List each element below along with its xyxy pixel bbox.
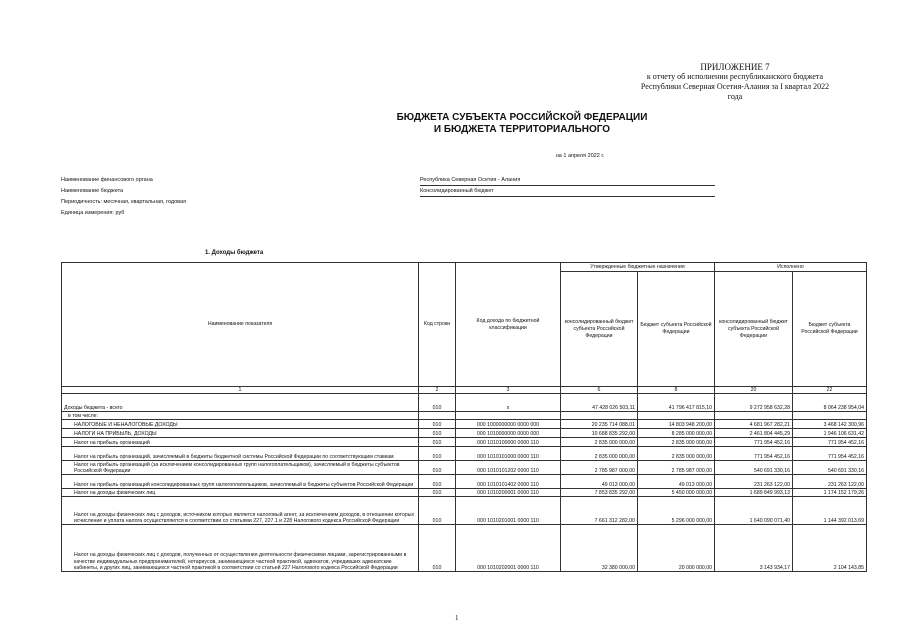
row-code: 010 <box>419 489 456 497</box>
report-date: на 1 апреля 2022 г. <box>555 153 605 159</box>
row-approved-cons: 2 835 000 000,00 <box>561 438 638 447</box>
meta-label: Наименование бюджета <box>61 188 124 194</box>
row-approved-cons: 7 661 312 282,00 <box>561 497 638 525</box>
row-approved-subj: 8 285 000 000,00 <box>638 429 715 438</box>
row-kbk: 000 1010201001 0000 110 <box>456 497 561 525</box>
row-executed-cons: 771 954 452,16 <box>715 438 793 447</box>
row-approved-cons: 32 380 000,00 <box>561 525 638 572</box>
row-name: НАЛОГОВЫЕ И НЕНАЛОГОВЫЕ ДОХОДЫ <box>62 420 419 429</box>
row-approved-subj: 49 013 000,00 <box>638 475 715 489</box>
column-index-row <box>62 387 867 394</box>
table-row <box>62 447 867 461</box>
table-row <box>62 420 867 429</box>
row-approved-cons: 2 785 987 000,00 <box>561 461 638 475</box>
row-code: 010 <box>419 447 456 461</box>
row-kbk: 000 1010100000 0000 110 <box>456 438 561 447</box>
header-approved-subj: Бюджет субъекта Российской Федерации <box>638 272 715 387</box>
meta-label: Единица измерения: руб <box>61 210 125 216</box>
row-approved-subj: 20 000 000,00 <box>638 525 715 572</box>
row-name: в том числе: <box>62 412 419 420</box>
row-code: 010 <box>419 420 456 429</box>
table-row <box>62 412 867 420</box>
page-number: 1 <box>455 614 459 622</box>
row-executed-cons: 1 689 849 993,13 <box>715 489 793 497</box>
row-approved-subj: 5 296 000 000,00 <box>638 497 715 525</box>
row-approved-cons: 10 688 835 292,00 <box>561 429 638 438</box>
row-executed-subj: 1 144 392 013,69 <box>793 497 867 525</box>
appendix-title: ПРИЛОЖЕНИЕ 7 <box>700 62 770 72</box>
meta-value-finance-organ: Республика Северная Осетия - Алания <box>420 175 715 186</box>
header-executed-cons: консолидированный бюджет субъекта Российской Федерации <box>715 272 793 387</box>
row-approved-cons: 49 013 000,00 <box>561 475 638 489</box>
row-approved-cons <box>561 412 638 420</box>
row-code: 010 <box>419 525 456 572</box>
table-row <box>62 438 867 447</box>
column-index: 22 <box>793 387 867 394</box>
column-index: 8 <box>638 387 715 394</box>
appendix-line-1: к отчету об исполнении республиканского бюджета <box>646 72 824 81</box>
row-kbk: 000 1010101000 0000 110 <box>456 447 561 461</box>
table-row <box>62 497 867 525</box>
row-name: Доходы бюджета - всего <box>62 394 419 412</box>
row-code: 010 <box>419 461 456 475</box>
row-executed-subj: 1 174 152 179,26 <box>793 489 867 497</box>
appendix-line-2: Республики Северная Осетия-Алания за I квартал 2022 <box>640 82 830 91</box>
row-approved-cons: 20 235 714 088,01 <box>561 420 638 429</box>
row-executed-cons: 4 681 967 282,21 <box>715 420 793 429</box>
row-executed-subj <box>793 412 867 420</box>
row-code: 010 <box>419 394 456 412</box>
meta-label: Наименование финансового органа <box>61 177 153 183</box>
row-code: 010 <box>419 438 456 447</box>
row-approved-subj: 5 450 000 000,00 <box>638 489 715 497</box>
header-name: Наименование показателя <box>62 263 419 387</box>
row-name: НАЛОГИ НА ПРИБЫЛЬ, ДОХОДЫ <box>62 429 419 438</box>
header-approved-cons: консолидированный бюджет субъекта Российской Федерации <box>561 272 638 387</box>
row-approved-subj: 2 785 987 000,00 <box>638 461 715 475</box>
appendix-line-3: года <box>727 92 743 101</box>
table-row <box>62 461 867 475</box>
row-code: 010 <box>419 475 456 489</box>
row-kbk <box>456 412 561 420</box>
row-approved-subj: 14 803 948 200,00 <box>638 420 715 429</box>
row-kbk: 000 1010000000 0000 000 <box>456 429 561 438</box>
header-approved: Утвержденные бюджетные назначения <box>561 263 715 272</box>
column-index: 2 <box>419 387 456 394</box>
row-executed-subj: 8 064 238 954,04 <box>793 394 867 412</box>
row-name: Налог на прибыль организаций консолидированных групп налогоплательщиков, зачисляемый в бюджеты субъектов Российской Федерации <box>62 475 419 489</box>
row-approved-subj <box>638 412 715 420</box>
header-executed-subj: Бюджет субъекта Российской Федерации <box>793 272 867 387</box>
row-kbk: 000 1010200001 0000 110 <box>456 489 561 497</box>
row-name: Налог на доходы физических лиц с доходов, полученных от осуществления деятельности физическими лицами, зарегистрированными в качестве индивидуальных предпринимателей, нотариусов, занимающихся частной практикой, адвокатов, учредивших адвокатские кабинеты, и других лиц, занимающихся частной практикой в соответствии со статьей 227 Налогового кодекса Российской Федерации <box>62 525 419 572</box>
row-kbk: 000 1010101402 0000 110 <box>456 475 561 489</box>
section-title: 1. Доходы бюджета <box>205 250 264 256</box>
row-kbk: 000 1000000000 0000 000 <box>456 420 561 429</box>
table-body <box>62 394 867 572</box>
row-executed-subj: 3 468 142 300,96 <box>793 420 867 429</box>
row-executed-subj: 231 263 122,00 <box>793 475 867 489</box>
revenue-table <box>61 262 867 572</box>
table-row <box>62 489 867 497</box>
table-row <box>62 525 867 572</box>
row-name: Налог на прибыль организаций (за исключением консолидированных групп налогоплательщиков), зачисляемый в бюджеты субъектов Российской Федерации <box>62 461 419 475</box>
row-executed-cons: 771 954 452,16 <box>715 447 793 461</box>
row-executed-subj: 771 954 452,16 <box>793 447 867 461</box>
row-executed-cons <box>715 412 793 420</box>
row-executed-cons: 9 272 958 632,28 <box>715 394 793 412</box>
column-index: 6 <box>561 387 638 394</box>
table-row <box>62 475 867 489</box>
table-row <box>62 429 867 438</box>
header-executed: Исполнено <box>715 263 867 272</box>
row-kbk: 000 1010101202 0000 110 <box>456 461 561 475</box>
column-index: 3 <box>456 387 561 394</box>
column-index: 1 <box>62 387 419 394</box>
row-executed-subj: 540 691 330,16 <box>793 461 867 475</box>
row-code <box>419 412 456 420</box>
row-approved-cons: 7 853 835 292,00 <box>561 489 638 497</box>
row-code: 010 <box>419 497 456 525</box>
report-title <box>382 112 662 136</box>
row-executed-subj: 771 954 452,16 <box>793 438 867 447</box>
row-executed-cons: 540 691 330,16 <box>715 461 793 475</box>
row-executed-cons: 3 143 934,17 <box>715 525 793 572</box>
row-approved-cons: 47 428 026 503,11 <box>561 394 638 412</box>
header-kbk: Код дохода по бюджетной классификации <box>456 263 561 387</box>
row-approved-subj: 2 835 000 000,00 <box>638 438 715 447</box>
meta-label: Периодичность: месячная, квартальная, годовая <box>61 199 187 205</box>
row-executed-subj: 1 946 106 631,42 <box>793 429 867 438</box>
row-name: Налог на прибыль организаций <box>62 438 419 447</box>
table-row <box>62 394 867 412</box>
appendix-header <box>605 62 865 102</box>
row-kbk: 000 1010202001 0000 110 <box>456 525 561 572</box>
row-approved-subj: 2 835 000 000,00 <box>638 447 715 461</box>
row-executed-cons: 1 640 090 071,40 <box>715 497 793 525</box>
row-approved-subj: 41 796 417 815,10 <box>638 394 715 412</box>
row-approved-cons: 2 835 000 000,00 <box>561 447 638 461</box>
row-code: 010 <box>419 429 456 438</box>
header-code: Код строки <box>419 263 456 387</box>
row-executed-cons: 231 263 122,00 <box>715 475 793 489</box>
meta-labels <box>61 175 186 219</box>
row-name: Налог на доходы физических лиц с доходов, источником которых является налоговый агент, за исключением доходов, в отношении которых исчисление и уплата налога осуществляются в соответствии со статьями 227, 227.1 и 228 Налогового кодекса Российской Федерации <box>62 497 419 525</box>
row-kbk: x <box>456 394 561 412</box>
row-executed-subj: 2 104 143,85 <box>793 525 867 572</box>
row-name: Налог на прибыль организаций, зачисляемый в бюджеты бюджетной системы Российской Федерации по соответствующим ставкам <box>62 447 419 461</box>
meta-values <box>420 175 715 197</box>
row-name: Налог на доходы физических лиц <box>62 489 419 497</box>
report-title-line-2: И БЮДЖЕТА ТЕРРИТОРИАЛЬНОГО <box>433 124 611 135</box>
meta-value-budget-name: Консолидированный бюджет <box>420 186 715 197</box>
row-executed-cons: 2 461 804 445,29 <box>715 429 793 438</box>
column-index: 20 <box>715 387 793 394</box>
report-title-line-1: БЮДЖЕТА СУБЪЕКТА РОССИЙСКОЙ ФЕДЕРАЦИИ <box>396 112 648 123</box>
